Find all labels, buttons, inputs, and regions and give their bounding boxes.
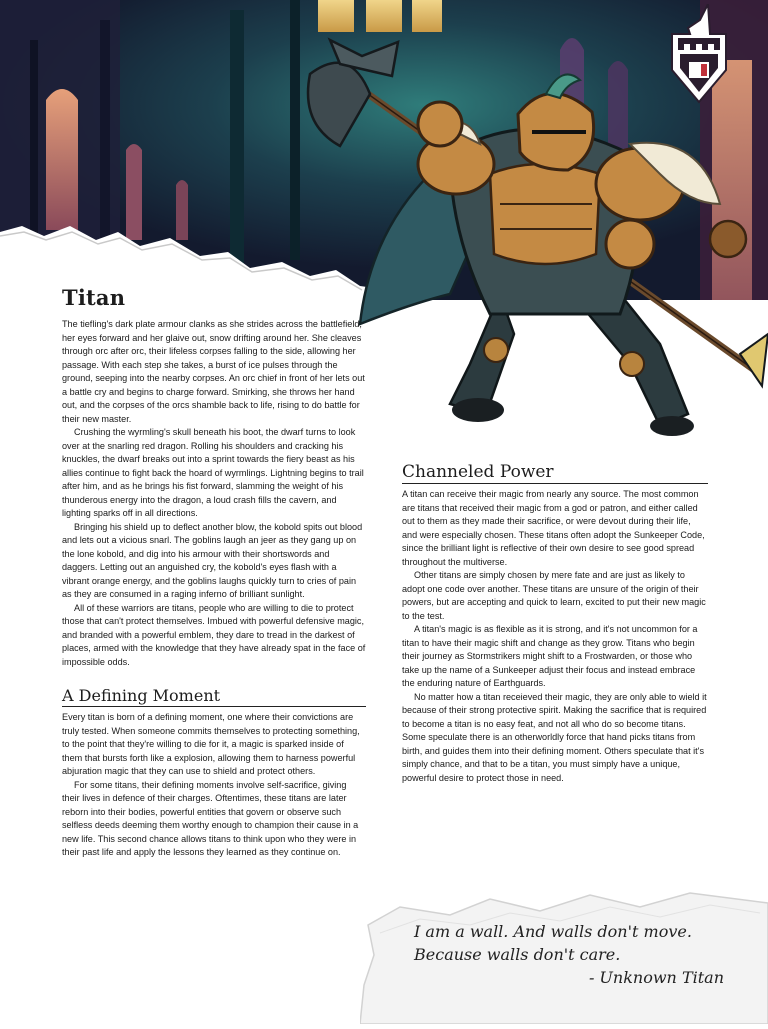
titan-illustration: [300, 34, 768, 444]
quote-line: Because walls don't care.: [414, 945, 621, 964]
section-paragraph: A titan's magic is as flexible as it is strong, and it's not uncommon for a titan to have their magic shift and change as they grow. Titans who begin their journey as Stormstrikers might shift to a Frostwarden, or those who take up the name of a Sunkeeper adjust their focus and instead embrace the enduring nature of Earthguards.: [402, 624, 698, 688]
section-heading: Channeled Power: [402, 462, 708, 484]
titan-paragraph: All of these warriors are titans, people who are willing to die to protect those that can't protect themselves. Imbued with powerful defensive magic, and branded with a powerful emblem, they dare to tread in the darkest of places, armed with the knowledge that they have already spat in the face of impossible odds.: [62, 602, 366, 667]
left-column: [62, 285, 366, 860]
titan-paragraph: Crushing the wyrmling's skull beneath his boot, the dwarf turns to look over at the snarling red dragon. Rolling his shoulders and cracking his knuckles, the dwarf breaks out into a sprint towards the fiery beast as his allies continue to fight back the hoard of wyrmlings. Lightning begins to trail after him, and as he brings his fist forward, slamming the weight of his thunderous energy into the dragon, a loud crash fills the cavern, and lighting sparks off in all directions.: [62, 427, 364, 518]
section-paragraph: A titan can receive their magic from nearly any source. The most common are titans that received their magic from a god or patron, and either called out to them as they made their sacrifice, or were devout during their life, and were especially chosen. These titans often adopt the Sunkeeper Code, since the brilliant light is reflective of their own desire to see good spread throughout the multiverse.: [402, 489, 705, 567]
section-paragraph: No matter how a titan receieved their magic, they are only able to wield it because of their strong protective spirit. Making the sacrifice that is required to become a titan is no easy feat, and not all who do so become titans. Some speculate there is an otherworldly force that hand picks titans from birth, and guides them into their defining moment. Others speculate that it's simply chance, and that to be a titan, you must simply have a unique, powerful desire to protect those in need.: [402, 691, 707, 783]
quote-attribution: - Unknown Titan: [588, 968, 724, 987]
defining-moment-section: [62, 686, 366, 860]
quote-line: I am a wall. And walls don't move.: [414, 922, 692, 941]
section-paragraph: Every titan is born of a defining moment, one where their convictions are truly tested. When someone commits themselves to protecting something, to the point that they're willing to die for it, a magic is sparked inside of them that bursts forth like a explosion, allowing them to harness powerful abjuration magic that they can use to shield and protect others.: [62, 712, 360, 776]
section-heading: A Defining Moment: [62, 686, 366, 707]
titan-quote: [414, 920, 734, 989]
right-column: [402, 462, 708, 785]
titan-paragraph: Bringing his shield up to deflect another blow, the kobold spits out blood and lets out a vicious snarl. The goblins laugh an jeer as they gang up on the lone kobold, and dig into his armour with their shortswords and daggers. Letting out an anguished cry, the kobold's eyes flash with a vibrant orange energy, and the goblins laughs quickly turn to cries of pain as they are consumed in a raging inferno of brilliant sunlight.: [62, 521, 363, 599]
titan-paragraph: The tiefling's dark plate armour clanks as she strides across the battlefield, her eyes forward and her glaive out, snow drifting around her. She cleaves through orc after orc, their lifeless corpses falling to the side, allowing her passage. With each step she takes, a burst of ice pulses through the ground, seeping into the nearby corpses. An orc chief in front of her lets out a battle cry and begins to charge forward. Smirking, she throws her hand out, and the corpses of the orcs shamble back to life, rising to do battle for their new master.: [62, 319, 365, 424]
section-paragraph: For some titans, their defining moments involve self-sacrifice, giving their lives in defence of their charges. Oftentimes, these titans are later reborn into their bodies, powerful entities that govern or observe such selfless deeds deeming them worthy enough to champion their cause in a new life. This second chance allows titans to think upon who they were in their past life and apply the lessons they learned as they continue on.: [62, 779, 359, 857]
section-paragraph: Other titans are simply chosen by mere fate and are just as likely to adopt one code over another. These titans are unsure of the origin of their powers, but are accepting and quick to learn, excited to put their new magic to the test.: [402, 570, 706, 621]
page-title: Titan: [62, 285, 126, 310]
